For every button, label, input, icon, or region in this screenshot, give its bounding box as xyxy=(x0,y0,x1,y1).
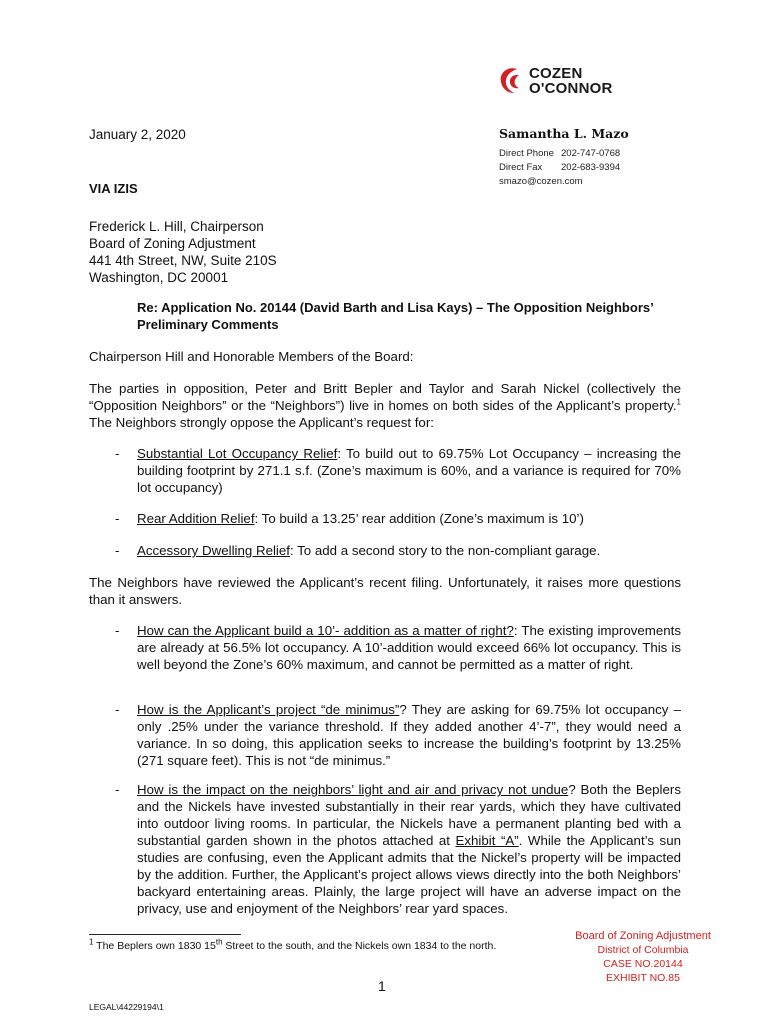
sender-block xyxy=(499,126,629,189)
exhibit-link[interactable]: Exhibit “A” xyxy=(455,833,519,848)
recipient-line: Washington, DC 20001 xyxy=(89,270,229,285)
document-id: LEGAL\44229194\1 xyxy=(89,1002,164,1012)
phone-number: 202-747-0768 xyxy=(561,148,621,159)
list-item: - Substantial Lot Occupancy Relief: To build out to 69.75% Lot Occupancy – increasing the building footprint by 271.1 s.f. (Zone’s maximum is 60%, and a variance is required for 70% lot occupancy) xyxy=(115,446,681,495)
paragraph-intro xyxy=(89,380,681,431)
list-item-heading: How is the impact on the neighbors’ light and air and privacy not undue xyxy=(137,782,569,797)
list-item-text: ? They are asking for 69.75% lot occupancy – only .25% under the variance threshold. If they added another 4’-7”, they would need a variance. In so doing, this application seeks to increase the building’s footprint by 13.25% (271 square feet). This is not “de minimus.” xyxy=(137,702,681,768)
list-item-text: : To build out to 69.75% Lot Occupancy – increasing the building footprint by 271.1 s.f. (Zone’s maximum is 60%, and a variance is required for 70% lot occupancy) xyxy=(137,446,681,495)
recipient-line: Frederick L. Hill, Chairperson xyxy=(89,219,264,234)
recipient-address xyxy=(89,218,277,286)
logo-swirl-icon xyxy=(497,66,525,96)
stamp-line: District of Columbia xyxy=(597,944,689,956)
list-item-text: : The existing improvements are already at 56.5% lot occupancy. A 10’-addition would exceed 66% lot occupancy. This is well beyond the Zone’s 60% maximum, and cannot be permitted as a matter of right. xyxy=(137,623,681,672)
footnote xyxy=(89,937,497,952)
footnote-text: Street to the south, and the Nickels own 1834 to the north. xyxy=(222,940,497,952)
list-item-heading: How is the Applicant’s project “de minimus” xyxy=(137,702,400,717)
letter-date: January 2, 2020 xyxy=(89,127,186,142)
logo-line-1: COZEN xyxy=(529,65,583,82)
fax-number: 202-683-9394 xyxy=(561,162,621,173)
sender-name: Samantha L. Mazo xyxy=(499,126,629,141)
list-item-text: ? Both the Beplers and the Nickels have invested substantially in their rear yards, which they have cultivated into outdoor living rooms. In particular, the Nickels have a permanent planting bed with a substantial garden shown in the photos attached at xyxy=(137,782,681,848)
delivery-method: VIA IZIS xyxy=(89,181,138,196)
list-item-heading: How can the Applicant build a 10’- addition as a matter of right? xyxy=(137,623,514,638)
fax-label: Direct Fax xyxy=(499,162,543,173)
list-item: - Accessory Dwelling Relief: To add a second story to the non-compliant garage. xyxy=(115,543,601,558)
recipient-line: 441 4th Street, NW, Suite 210S xyxy=(89,253,277,268)
paragraph-text: The Neighbors strongly oppose the Applicant’s request for: xyxy=(89,415,434,430)
footnote-divider xyxy=(89,934,241,935)
list-item: - How is the impact on the neighbors’ light and air and privacy not undue? Both the Beplers and the Nickels have invested substantially in their rear yards, which they have cultivated into outdoor living rooms. In particular, the Nickels have a permanent planting bed with a substantial garden shown in the photos attached at Exhibit “A”. While the Applicant’s sun studies are confusing, even the Applicant admits that the Nickel’s property will be impacted by the addition. Further, the Applicant’s project allows views directly into the both Neighbors’ backyard entertaining areas. Plainly, the large project will have an adverse impact on the privacy, use and enjoyment of the Neighbors’ rear yard spaces. xyxy=(115,782,681,916)
paragraph-review: The Neighbors have reviewed the Applicant’s recent filing. Unfortunately, it raises more questions than it answers. xyxy=(89,575,681,607)
list-item-heading: Substantial Lot Occupancy Relief xyxy=(137,446,338,461)
list-item: - Rear Addition Relief: To build a 13.25’ rear addition (Zone’s maximum is 10’) xyxy=(115,511,584,526)
sender-email: smazo@cozen.com xyxy=(499,176,583,187)
footnote-text: The Beplers own 1830 15 xyxy=(93,940,216,952)
cozen-oconnor-logo xyxy=(497,64,637,100)
footnote-number: 1 xyxy=(89,937,94,947)
list-item-heading: Accessory Dwelling Relief xyxy=(137,543,290,558)
list-item-text: . While the Applicant’s sun studies are confusing, even the Applicant admits that the Nickel’s property will be impacted by the addition. Further, the Applicant’s project allows views directly into the both Neighbors’ backyard entertaining areas. Plainly, the large project will have an adverse impact on the privacy, use and enjoyment of the Neighbors’ rear yard spaces. xyxy=(137,833,681,916)
logo-line-2: O'CONNOR xyxy=(529,80,613,97)
list-item: - How can the Applicant build a 10’- addition as a matter of right?: The existing improvements are already at 56.5% lot occupancy. A 10’-addition would exceed 66% lot occupancy. This is well beyond the Zone’s 60% maximum, and cannot be permitted as a matter of right. xyxy=(115,623,681,672)
stamp-line: EXHIBIT NO.85 xyxy=(606,972,680,984)
list-item: - How is the Applicant’s project “de minimus”? They are asking for 69.75% lot occupancy – only .25% under the variance threshold. If they added another 4’-7”, they would need a variance. In so doing, this application seeks to increase the building’s footprint by 13.25% (271 square feet). This is not “de minimus.” xyxy=(115,702,681,768)
paragraph-text: The parties in opposition, Peter and Britt Bepler and Taylor and Sarah Nickel (collectively the “Opposition Neighbors” or the “Neighbors”) live in homes on both sides of the Applicant’s property. xyxy=(89,381,681,413)
footnote-ref[interactable]: 1 xyxy=(676,397,681,407)
list-item-text: : To add a second story to the non-compliant garage. xyxy=(289,543,601,558)
salutation: Chairperson Hill and Honorable Members of the Board: xyxy=(89,349,414,364)
phone-label: Direct Phone xyxy=(499,148,554,159)
exhibit-stamp xyxy=(568,929,718,985)
footnote-superscript: th xyxy=(215,937,223,947)
subject-line: Re: Application No. 20144 (David Barth and Lisa Kays) – The Opposition Neighbors’ Preliminary Comments xyxy=(137,300,654,332)
page-number: 1 xyxy=(378,978,386,994)
stamp-line: CASE NO.20144 xyxy=(603,958,683,970)
stamp-line: Board of Zoning Adjustment xyxy=(575,930,711,942)
list-item-text: : To build a 13.25’ rear addition (Zone’s maximum is 10’) xyxy=(254,511,584,526)
recipient-line: Board of Zoning Adjustment xyxy=(89,236,256,251)
list-item-heading: Rear Addition Relief xyxy=(137,511,255,526)
